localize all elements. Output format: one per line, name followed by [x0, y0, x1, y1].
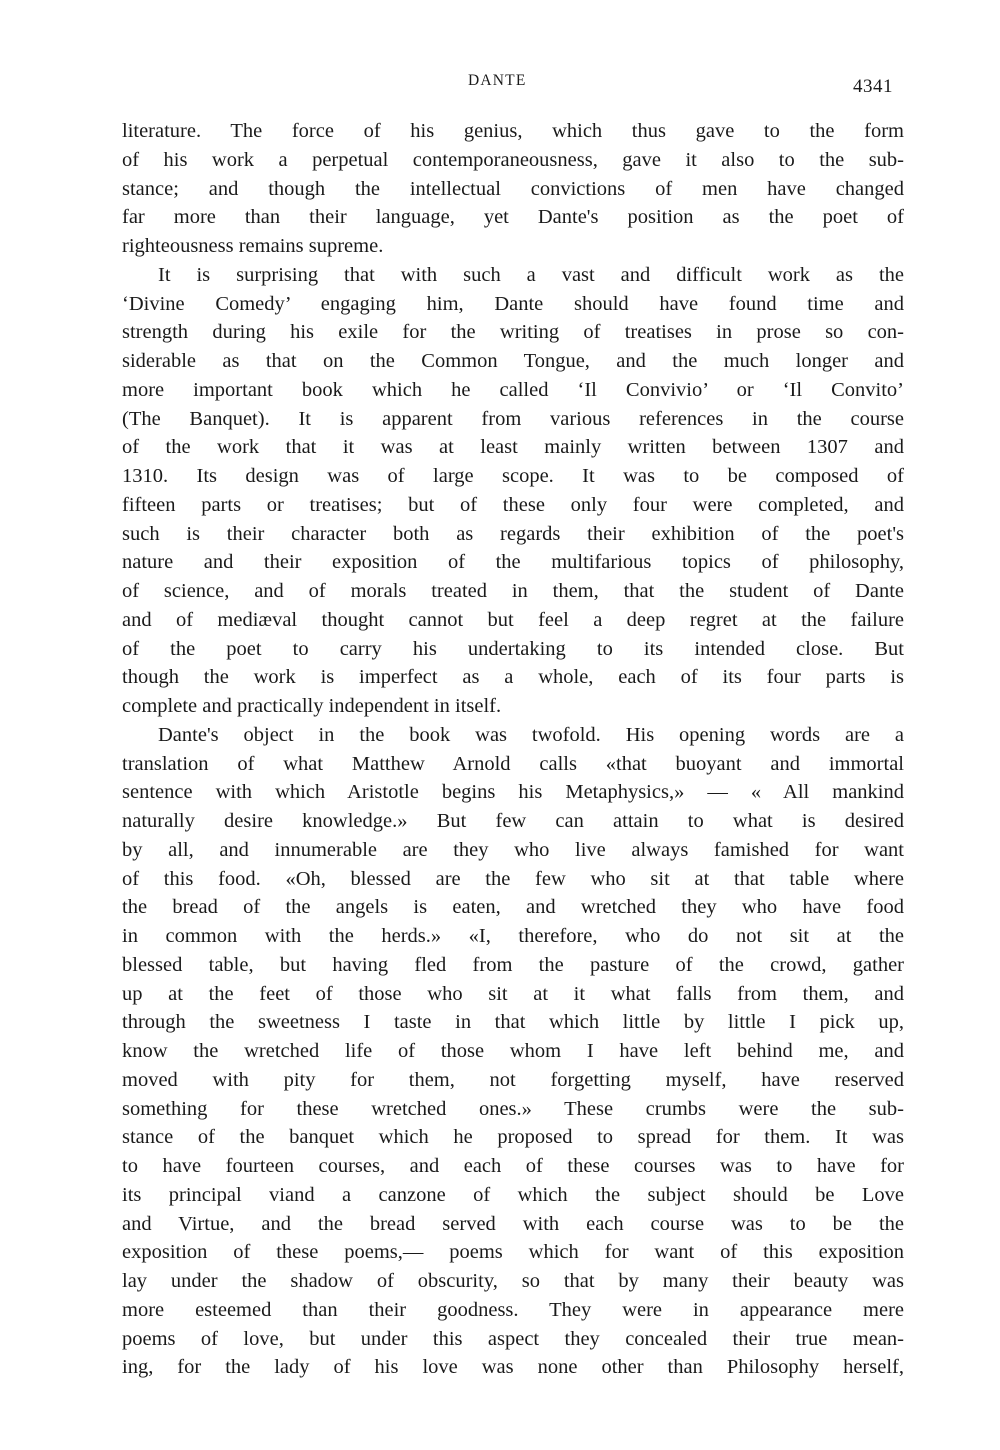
paragraph — [122, 721, 904, 1382]
text-line: blessed table, but having fled from the pasture of the crowd, gather — [122, 953, 904, 976]
text-line: (The Banquet). It is apparent from various references in the course — [122, 407, 904, 430]
text-line: of science, and of morals treated in them, that the student of Dante — [122, 580, 904, 602]
text-line: though the work is imperfect as a whole, each of its four parts is — [122, 666, 904, 689]
text-line: of the poet to carry his undertaking to its intended close. But — [122, 637, 904, 660]
text-line: exposition of these poems,— poems which for want of this exposition — [122, 1241, 904, 1264]
text-line: 1310. Its design was of large scope. It was to be composed of — [122, 465, 904, 487]
page-number: 4341 — [853, 76, 893, 97]
text-line: of the work that it was at least mainly written between 1307 and — [122, 436, 904, 459]
text-line: more esteemed than their goodness. They were in appearance mere — [122, 1298, 904, 1321]
text-line: lay under the shadow of obscurity, so that by many their beauty was — [122, 1270, 904, 1292]
text-line: of this food. «Oh, blessed are the few who sit at that table where — [122, 867, 904, 890]
text-line: translation of what Matthew Arnold calls «that buoyant and immortal — [122, 752, 904, 775]
body-text — [122, 117, 904, 1382]
text-line: It is surprising that with such a vast and difficult work as the — [158, 263, 904, 286]
text-line: such is their character both as regards their exhibition of the poet's — [122, 522, 904, 545]
running-title: DANTE — [468, 72, 527, 89]
text-line: strength during his exile for the writing of treatises in prose so con- — [122, 321, 904, 344]
text-line: moved with pity for them, not forgetting myself, have reserved — [122, 1068, 904, 1091]
text-line: poems of love, but under this aspect they concealed their true mean- — [122, 1327, 904, 1350]
text-line: of his work a perpetual contemporaneousness, gave it also to the sub- — [122, 148, 904, 171]
running-head — [0, 72, 1000, 96]
text-line: stance; and though the intellectual convictions of men have changed — [122, 177, 904, 200]
text-line: sentence with which Aristotle begins his Metaphysics,» — « All mankind — [122, 781, 904, 804]
text-line: in common with the herds.» «I, therefore, who do not sit at the — [122, 925, 904, 947]
text-line: far more than their language, yet Dante's position as the poet of — [122, 206, 904, 229]
text-line: siderable as that on the Common Tongue, and the much longer and — [122, 350, 904, 372]
text-line: more important book which he called ‘Il Convivio’ or ‘Il Convito’ — [122, 378, 904, 401]
text-line: to have fourteen courses, and each of these courses was to have for — [122, 1155, 904, 1177]
text-line: its principal viand a canzone of which the subject should be Love — [122, 1183, 904, 1206]
text-line: up at the feet of those who sit at it what falls from them, and — [122, 982, 904, 1005]
text-line: something for these wretched ones.» These crumbs were the sub- — [122, 1097, 904, 1120]
text-line: naturally desire knowledge.» But few can attain to what is desired — [122, 810, 904, 832]
text-line: know the wretched life of those whom I have left behind me, and — [122, 1040, 904, 1062]
text-line: and of mediæval thought cannot but feel a deep regret at the failure — [122, 608, 904, 631]
text-line: through the sweetness I taste in that which little by little I pick up, — [122, 1011, 904, 1034]
text-line: ing, for the lady of his love was none other than Philosophy herself, — [122, 1356, 904, 1379]
text-line: by all, and innumerable are they who live always famished for want — [122, 838, 904, 861]
paragraph — [122, 261, 904, 721]
text-line: Dante's object in the book was twofold. His opening words are a — [158, 723, 904, 746]
text-line: righteousness remains supreme. — [122, 235, 384, 257]
text-line: stance of the banquet which he proposed to spread for them. It was — [122, 1126, 904, 1149]
text-line: and Virtue, and the bread served with each course was to be the — [122, 1212, 904, 1235]
text-line: nature and their exposition of the multifarious topics of philosophy, — [122, 551, 904, 574]
text-line: ‘Divine Comedy’ engaging him, Dante should have found time and — [122, 292, 904, 315]
text-line: the bread of the angels is eaten, and wretched they who have food — [122, 896, 904, 919]
text-line: literature. The force of his genius, which thus gave to the form — [122, 120, 904, 142]
text-line: complete and practically independent in itself. — [122, 695, 502, 717]
paragraph — [122, 117, 904, 261]
text-line: fifteen parts or treatises; but of these only four were completed, and — [122, 493, 904, 516]
